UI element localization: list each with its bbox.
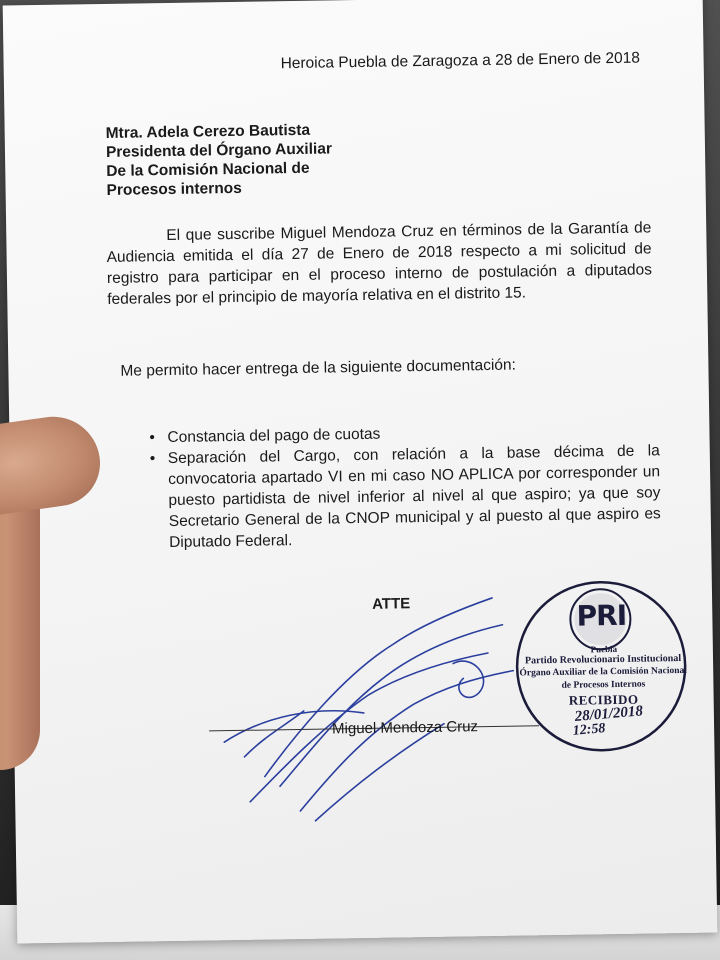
letter-sheet [3, 0, 718, 943]
recipient-organ: De la Comisión Nacional de [106, 159, 310, 180]
recipient-organ-cont: Procesos internos [106, 179, 242, 199]
intro-line: Me permito hacer entrega de la siguiente documentación: [120, 356, 517, 380]
signer-name: Miguel Mendoza Cruz [331, 718, 479, 738]
recipient-name: Mtra. Adela Cerezo Bautista [105, 121, 311, 142]
stamp-time: 12:58 [572, 721, 607, 739]
stamp-date: 28/01/2018 [574, 703, 644, 726]
pri-logo-icon: PRI [576, 598, 627, 633]
body-paragraph-text: El que suscribe Miguel Mendoza Cruz en términos de la Garantía de Audiencia emitida el día 27 de Enero de 2018 respecto a mi solicitud de registro para participar en el proceso interno de postulación a diputados federales por el principio de mayoría relativa en el distrito 15. [106, 219, 653, 308]
handwritten-signature [202, 582, 536, 827]
closing-atte: ATTE [371, 595, 411, 613]
recipient-block [106, 120, 333, 200]
stamp-organ: Órgano Auxiliar de la Comisión Nacional [519, 665, 687, 679]
stamp-city: Puebla [590, 643, 618, 655]
body-paragraph [106, 217, 652, 310]
place-date: Heroica Puebla de Zaragoza a 28 de Enero de 2018 [280, 49, 641, 73]
stamp-organ-cont: de Procesos Internos [561, 679, 646, 691]
document-list [149, 419, 661, 553]
recipient-title: Presidenta del Órgano Auxiliar [105, 140, 333, 161]
list-item-text: Constancia del pago de cuotas [167, 425, 381, 447]
stamp-party: Partido Revolucionario Institucional [524, 652, 682, 667]
list-item [149, 440, 662, 553]
received-stamp [512, 573, 695, 756]
stamp-status: RECIBIDO [568, 691, 639, 708]
bullet-icon: • [149, 429, 156, 447]
bullet-icon: • [149, 450, 156, 468]
list-item-text: Separación del Cargo, con relación a la base décima de la convocatoria apartado VI en mi caso NO APLICA por corresponder un puesto partidista de nivel inferior al nivel al que aspiro; ya que soy Secretario General de la CNOP municipal y al puesto al que aspiro es Diputado Federal. [167, 442, 661, 552]
holding-palm [0, 470, 40, 770]
